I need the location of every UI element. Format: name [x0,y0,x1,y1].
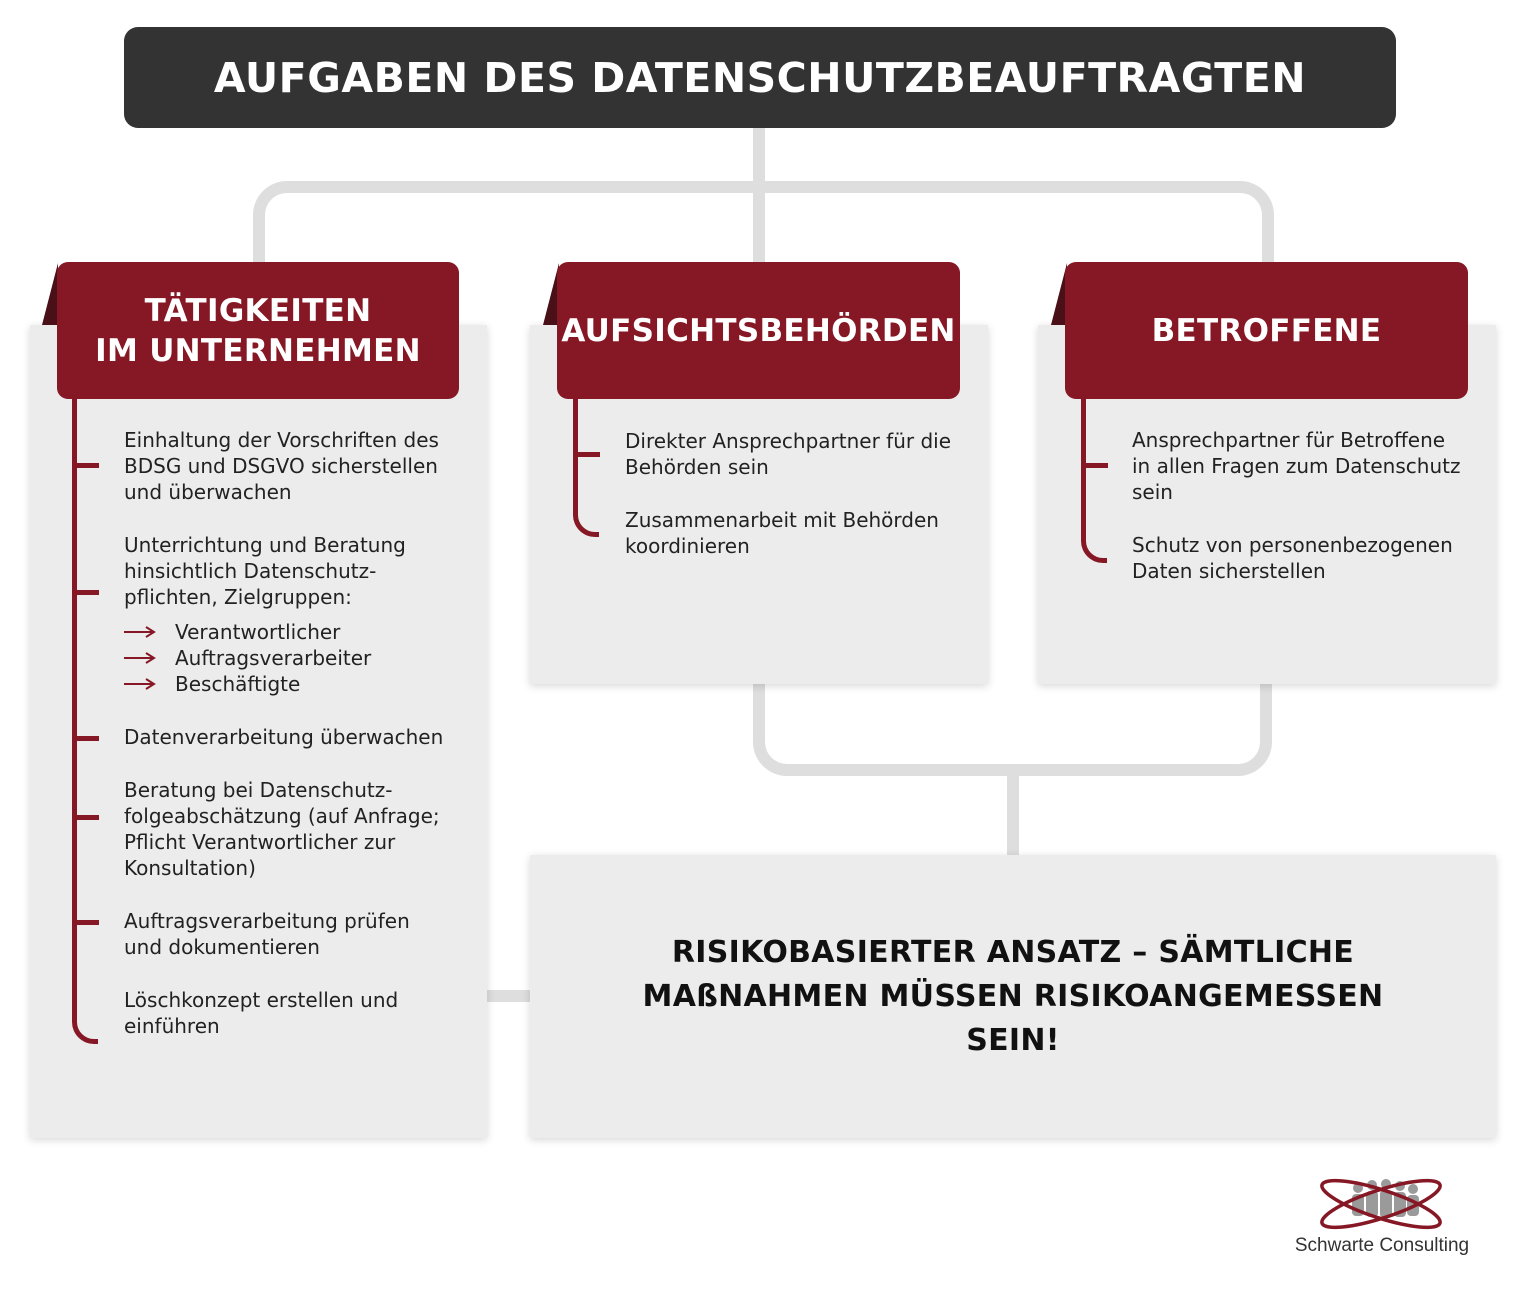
list-item: Einhaltung der Vorschriften des BDSG und DSGVO sicherstellen und überwachen [124,428,439,504]
risk-statement-text: RISIKOBASIERTER ANSATZ – SÄMTLICHE MAßNAHMEN MÜSSEN RISIKOANGEMESSEN SEIN! [642,934,1384,1058]
list-item: Zusammenarbeit mit Behörden koordinieren [625,508,939,558]
target-group-item: Verantwortlicher [175,620,341,644]
connector-bottom-arc [753,684,1272,776]
header-fold-left [42,263,58,325]
timeline-tick [578,452,600,457]
list-item: Schutz von personenbezogenen Daten sicherstellen [1132,533,1453,583]
list-item: Löschkonzept erstellen und einführen [124,988,399,1038]
timeline-rail-right [1081,396,1086,540]
connector-risk-stem [1007,776,1019,856]
list-item: Unterrichtung und Beratung hinsichtlich Datenschutz- pflichten, Zielgruppen: [124,533,406,609]
header-taetigkeiten-text: TÄTIGKEITEN IM UNTERNEHMEN [95,292,421,369]
list-item: Beratung bei Datenschutz- folgeabschätzung (auf Anfrage; Pflicht Verantwortlicher zur Konsultation) [124,778,440,880]
list-item: Auftragsverarbeitung prüfen und dokumentieren [124,909,410,959]
connector-left-to-risk [487,990,531,1002]
arrow-right-icon [124,652,156,664]
header-aufsichtsbehoerden [557,262,960,399]
timeline-rail-left [72,396,77,1022]
schwarte-consulting-logo-icon [1314,1176,1448,1232]
list-item: Ansprechpartner für Betroffene in allen Fragen zum Datenschutz sein [1132,428,1461,504]
target-group-item: Auftragsverarbeiter [175,646,372,670]
page-title-text: AUFGABEN DES DATENSCHUTZBEAUFTRAGTEN [213,53,1307,102]
risk-statement [530,855,1496,1138]
list-item: Datenverarbeitung überwachen [124,725,444,749]
timeline-tick [1086,463,1108,468]
timeline-tick [77,463,99,468]
target-group-item: Beschäftigte [175,672,301,696]
page-title [124,27,1396,128]
arrow-right-icon [124,626,156,638]
logo-text: Schwarte Consulting [1294,1235,1470,1256]
list-item: Direkter Ansprechpartner für die Behörden sein [625,429,952,479]
timeline-tick [77,736,99,741]
header-taetigkeiten [57,262,459,399]
header-betroffene [1065,262,1468,399]
arrow-right-icon [124,678,156,690]
header-betroffene-text: BETROFFENE [1151,312,1382,349]
timeline-tick [77,920,99,925]
header-aufsichtsbehoerden-text: AUFSICHTSBEHÖRDEN [561,312,956,349]
timeline-tick [77,590,99,595]
timeline-tick [77,815,99,820]
